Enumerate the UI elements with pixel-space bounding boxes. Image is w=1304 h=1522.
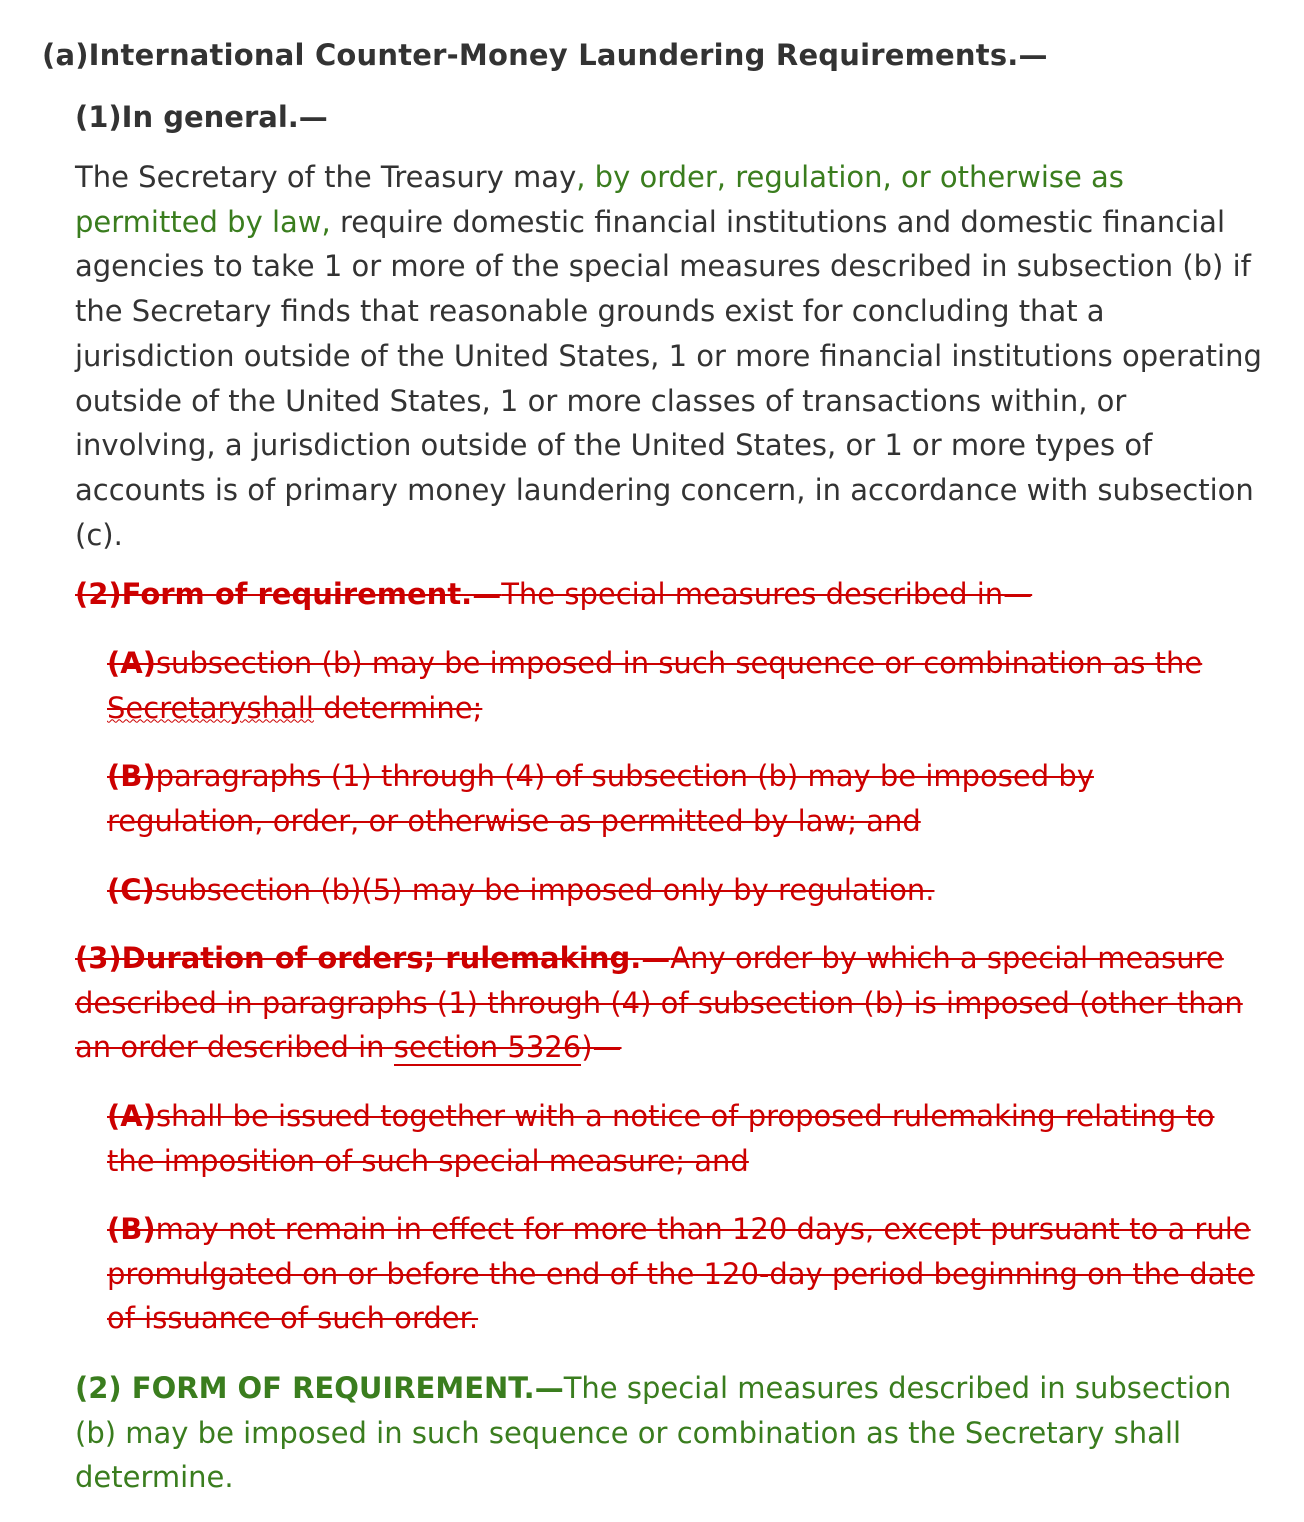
spellcheck-flagged-word: Secretaryshall [107,690,314,725]
inserted-paragraph-2 [75,1366,1265,1500]
struck-item-3b-text: may not remain in effect for more than 120 days, except pursuant to a rule promulgated on or before the end of the 120-day period beginning on the date of issuance of such order. [107,1212,1255,1336]
paragraph-1-text [75,155,1265,557]
struck-item-3b-label: (B) [107,1212,156,1246]
struck-paragraph-2-text: The special measures described in— [501,577,1033,611]
subsection-a-heading: (a)International Counter-Money Laundering Requirements.— [42,38,1048,72]
paragraph-1-heading: (1)In general.— [75,100,328,134]
struck-item-2a-text: subsection (b) may be imposed in such sequence or combination as the [155,646,1203,680]
paragraph-1-inserted-text: , by order, regulation, or otherwise as permitted by law, [75,160,1124,239]
struck-item-2c-text: subsection (b)(5) may be imposed only by regulation. [154,873,935,907]
struck-paragraph-3-label: (3)Duration of orders; rulemaking.— [75,941,671,975]
struck-item-2c-label: (C) [107,873,155,907]
struck-paragraph-3-text: Any order by which a special measure described in paragraphs (1) through (4) of subsection (b) is imposed (other than an order described in [75,941,1243,1065]
inserted-paragraph-2-label: (2) FORM OF REQUIREMENT.— [75,1371,564,1405]
struck-paragraph-3-text-end: )— [581,1030,622,1065]
struck-item-2b [107,754,1257,843]
struck-item-2b-text: paragraphs (1) through (4) of subsection (b) may be imposed by regulation, order, or otherwise as permitted by law; and [107,759,1094,838]
struck-item-2a [107,641,1257,730]
struck-item-2a-label: (A) [107,646,156,680]
struck-paragraph-3 [75,936,1265,1070]
section-5326-link[interactable]: section 5326 [393,1030,582,1065]
struck-item-3a [107,1094,1257,1183]
struck-item-3a-text: shall be issued together with a notice of proposed rulemaking relating to the imposition of such special measure; and [107,1099,1215,1178]
struck-item-2c [107,868,1257,913]
struck-item-3a-label: (A) [107,1099,156,1133]
struck-item-3b [107,1207,1257,1341]
struck-paragraph-2-label: (2)Form of requirement.— [75,577,502,611]
struck-item-2a-text-end: determine; [313,690,483,725]
paragraph-1-original-text: The Secretary of the Treasury may [75,160,577,194]
paragraph-1-remaining-text: require domestic financial institutions and domestic financial agencies to take 1 or more of the special measures described in subsection (b) if the Secretary finds that reasonable grounds exist for concluding that a jurisdiction outside of the United States, 1 or more financial institutions operating outside of the United States, 1 or more classes of transactions within, or involving, a jurisdiction outside of the United States, or 1 or more types of accounts is of primary money laundering concern, in accordance with subsection (c). [75,204,1262,552]
struck-paragraph-2 [75,572,1265,617]
struck-item-2b-label: (B) [107,759,156,793]
inserted-paragraph-2-text: The special measures described in subsection (b) may be imposed in such sequence or combination as the Secretary shall determine. [75,1371,1232,1495]
